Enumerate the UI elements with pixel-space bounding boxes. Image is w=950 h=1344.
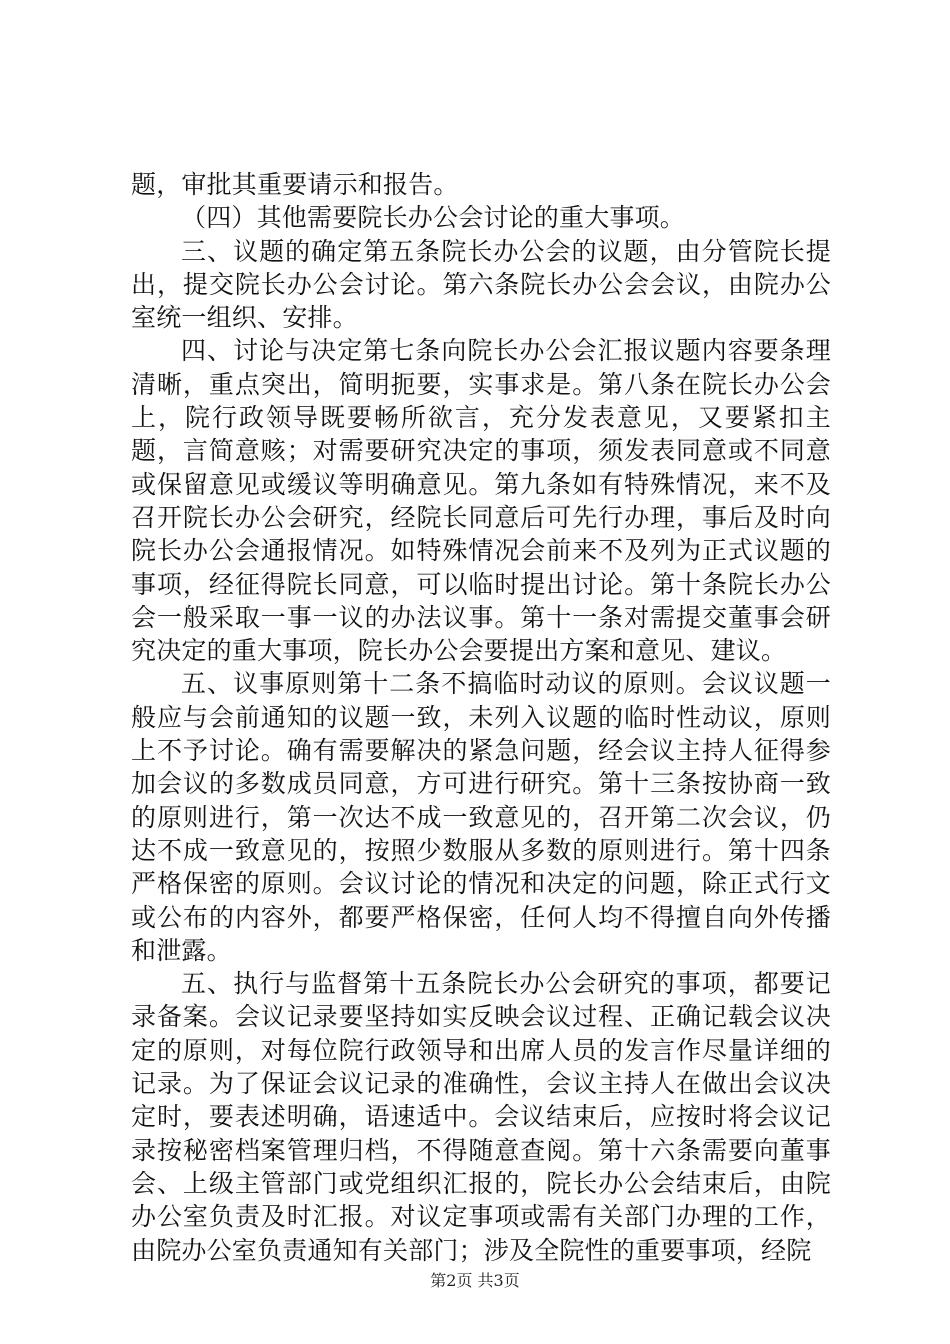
page-number-footer: 第2页 共3页 bbox=[430, 1271, 520, 1290]
paragraph-section-four: 四、讨论与决定第七条向院长办公会汇报议题内容要条理清晰，重点突出，简明扼要，实事求是。第八条在院长办公会上，院行政领导既要畅所欲言，充分发表意见，又要紧扣主题，言简意赅；对需要研究决定的事项，须发表同意或不同意或保留意见或缓议等明确意见。第九条如有特殊情况，来不及召开院长办公会研究，经院长同意后可先行办理，事后及时向院长办公会通报情况。如特殊情况会前来不及列为正式议题的事项，经征得院长同意，可以临时提出讨论。第十条院长办公会一般采取一事一议的办法议事。第十一条对需提交董事会研究决定的重大事项，院长办公会要提出方案和意见、建议。 bbox=[131, 336, 831, 666]
paragraph-section-three: 三、议题的确定第五条院长办公会的议题，由分管院长提出，提交院长办公会讨论。第六条院长办公会会议，由院办公室统一组织、安排。 bbox=[131, 236, 831, 333]
document-body bbox=[131, 168, 831, 1267]
paragraph-section-five-execution: 五、执行与监督第十五条院长办公会研究的事项，都要记录备案。会议记录要坚持如实反映会议过程、正确记载会议决定的原则，对每位院行政领导和出席人员的发言作尽量详细的记录。为了保证会议记录的准确性，会议主持人在做出会议决定时，要表述明确，语速适中。会议结束后，应按时将会议记录按秘密档案管理归档，不得随意查阅。第十六条需要向董事会、上级主管部门或党组织汇报的，院长办公会结束后，由院办公室负责及时汇报。对议定事项或需有关部门办理的工作，由院办公室负责通知有关部门；涉及全院性的重要事项，经院 bbox=[131, 969, 831, 1265]
paragraph-item-four: （四）其他需要院长办公会讨论的重大事项。 bbox=[181, 203, 686, 233]
paragraph-continuation: 题，审批其重要请示和报告。 bbox=[131, 170, 459, 199]
paragraph-section-five-principles: 五、议事原则第十二条不搞临时动议的原则。会议议题一般应与会前通知的议题一致，未列入议题的临时性动议，原则上不予讨论。确有需要解决的紧急问题，经会议主持人征得参加会议的多数成员同意，方可进行研究。第十三条按协商一致的原则进行，第一次达不成一致意见的，召开第二次会议，仍达不成一致意见的，按照少数服从多数的原则进行。第十四条严格保密的原则。会议讨论的情况和决定的问题，除正式行文或公布的内容外，都要严格保密，任何人均不得擅自向外传播和泄露。 bbox=[131, 669, 831, 965]
